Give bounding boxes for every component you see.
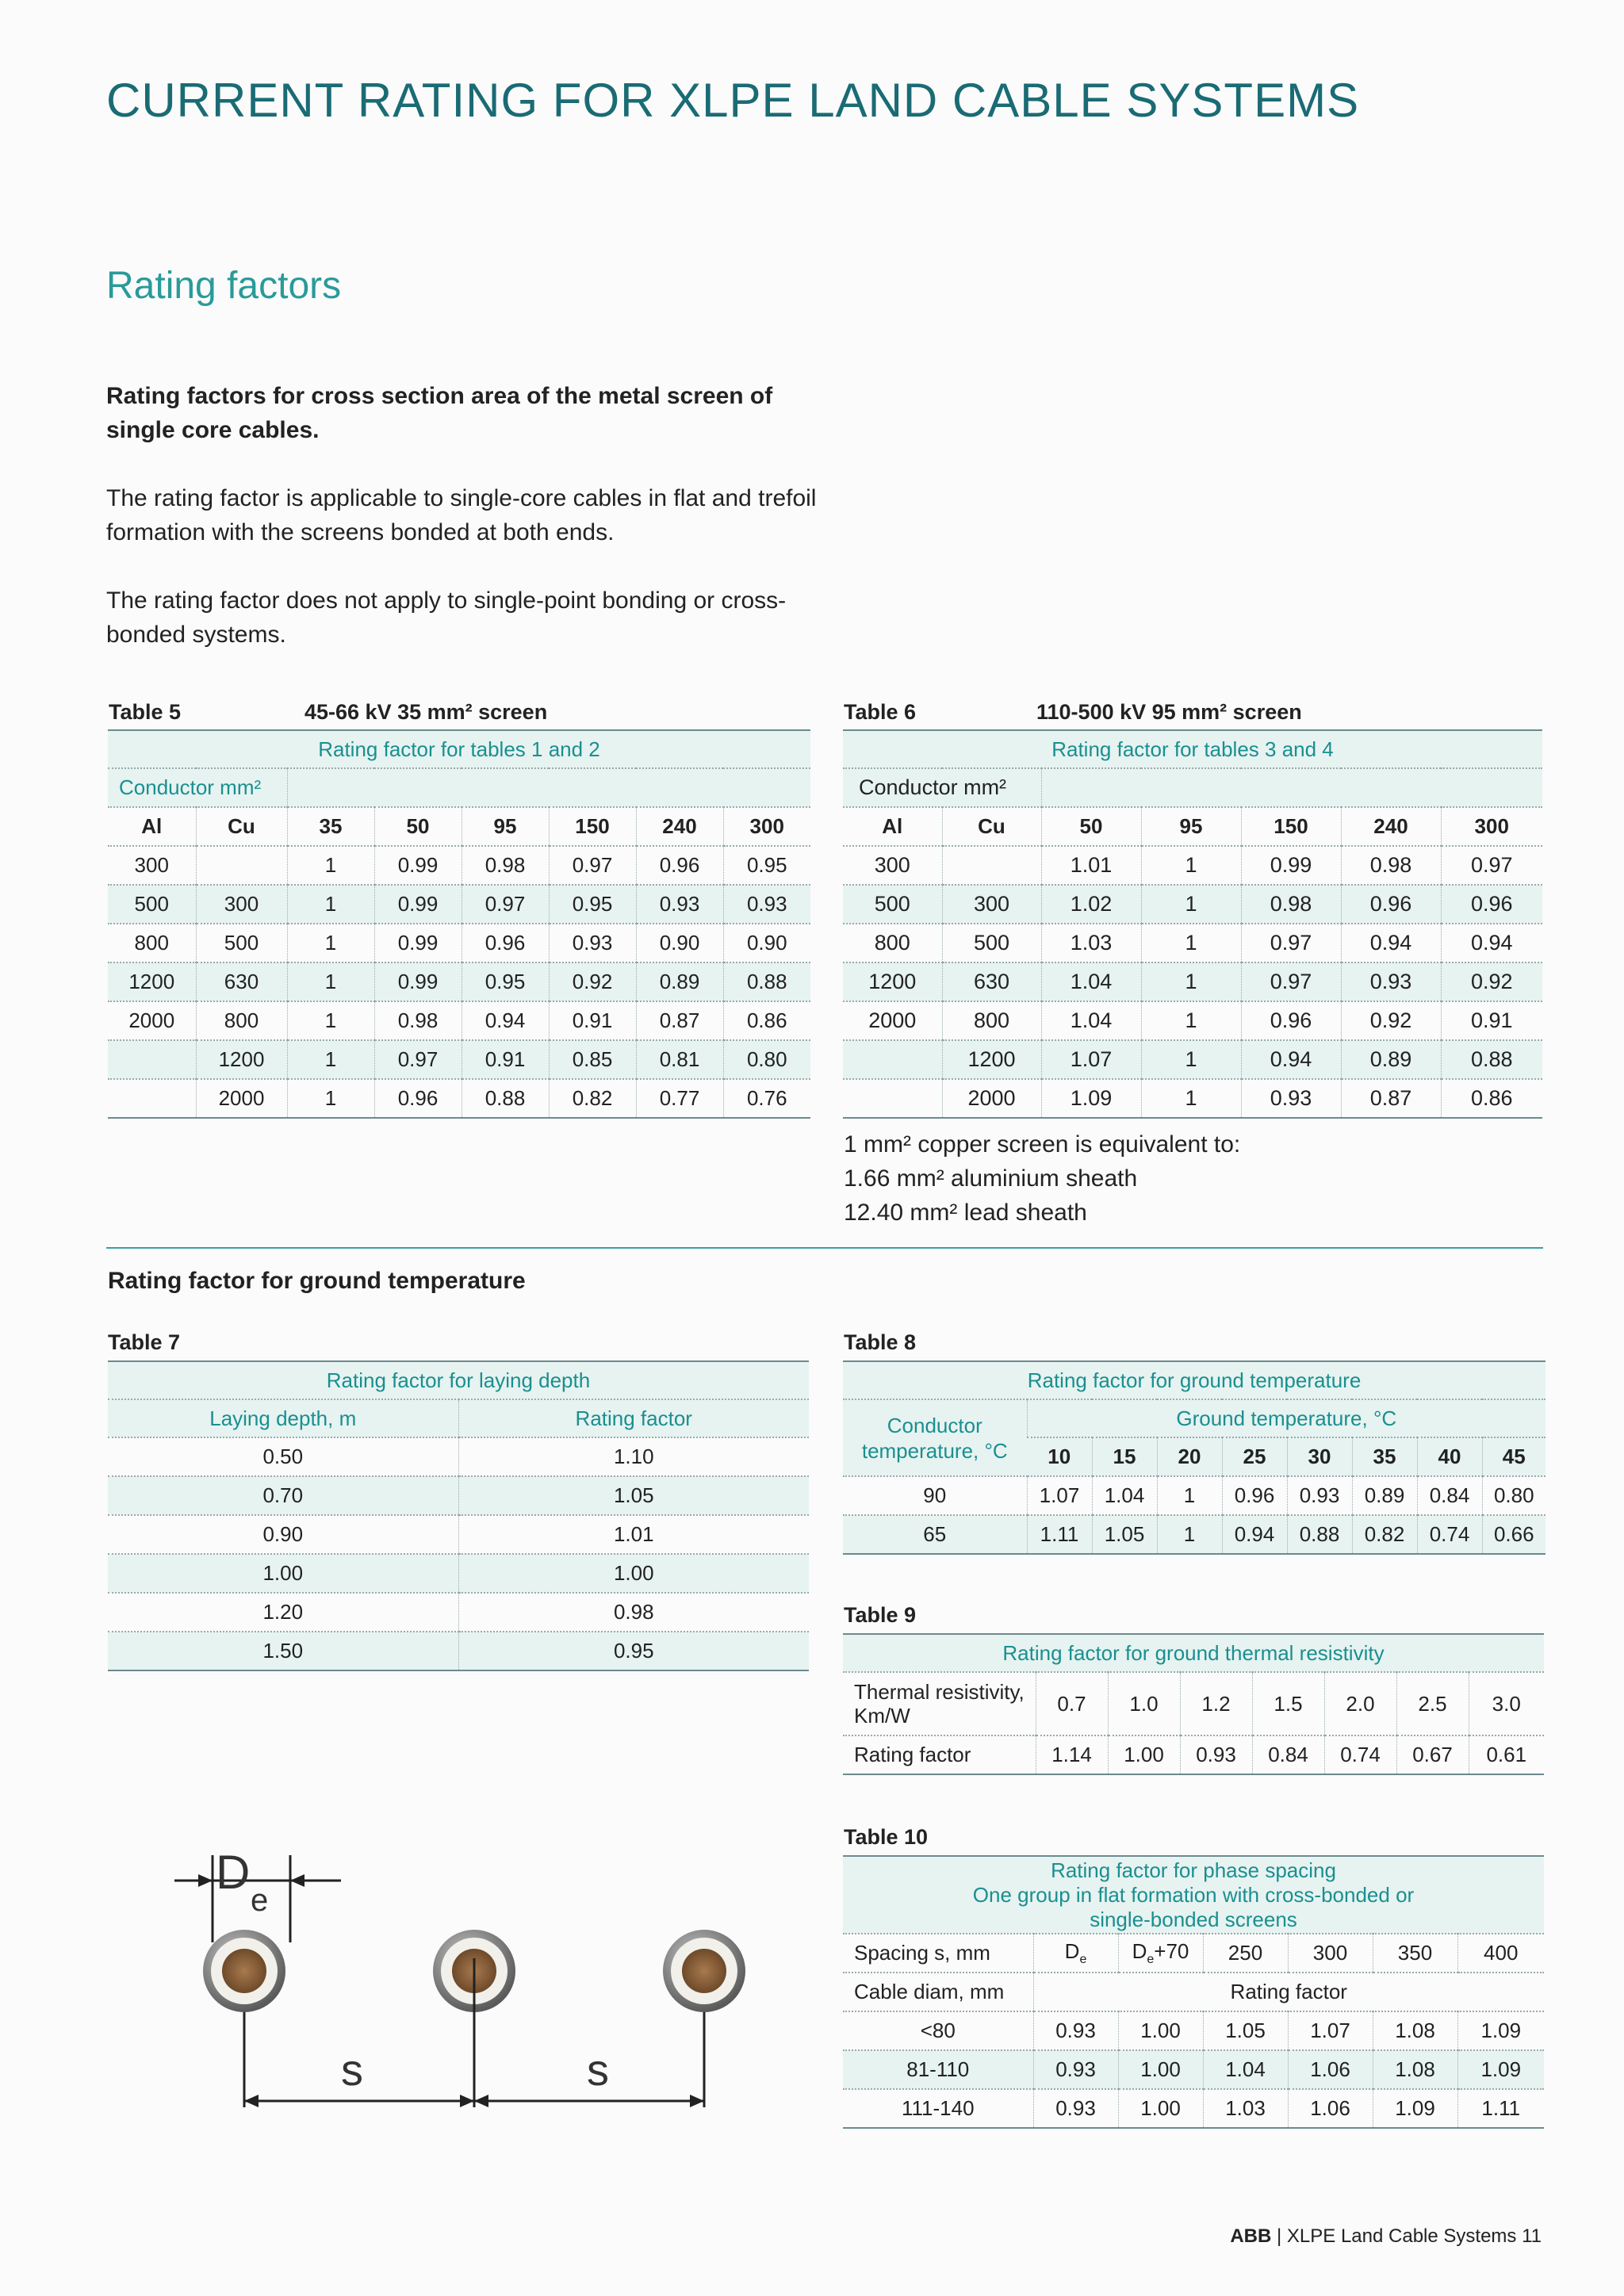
table-row: <80 0.93 1.00 1.05 1.07 1.08 1.09 xyxy=(843,2011,1544,2050)
table8-header: Rating factor for ground temperature xyxy=(843,1361,1545,1399)
table-row: 1.20 0.98 xyxy=(108,1593,809,1632)
table10-header: Rating factor for phase spacing One group in flat formation with cross-bonded or single-bonded screens xyxy=(843,1856,1544,1934)
table9-header: Rating factor for ground thermal resistivity xyxy=(843,1634,1544,1672)
table-row: Rating factor 1.14 1.00 0.93 0.84 0.74 0.67 0.61 xyxy=(843,1735,1544,1774)
de-sub-label: e xyxy=(251,1883,269,1918)
table-row: 1.00 1.00 xyxy=(108,1554,809,1593)
table10 xyxy=(843,1855,1544,2129)
table7-label: Table 7 xyxy=(108,1330,181,1354)
table5-conductor: Conductor mm² xyxy=(108,768,287,807)
table-row: 800 500 1 0.99 0.96 0.93 0.90 0.90 xyxy=(108,924,810,962)
footer-brand: ABB xyxy=(1230,2225,1272,2247)
section-divider xyxy=(106,1247,1543,1249)
table-row: Thermal resistivity, Km/W 0.7 1.0 1.2 1.5 2.0 2.5 3.0 xyxy=(843,1672,1544,1735)
footer-text: XLPE Land Cable Systems 11 xyxy=(1286,2225,1542,2247)
table8 xyxy=(843,1360,1545,1555)
page-title: CURRENT RATING FOR XLPE LAND CABLE SYSTEMS xyxy=(106,74,1360,127)
table-row: 1200 1 0.97 0.91 0.85 0.81 0.80 xyxy=(108,1040,810,1079)
table9 xyxy=(843,1633,1544,1775)
table-row: 81-110 0.93 1.00 1.04 1.06 1.08 1.09 xyxy=(843,2050,1544,2089)
table5 xyxy=(108,729,810,1119)
table-row: 65 1.11 1.05 1 0.94 0.88 0.82 0.74 0.66 xyxy=(843,1515,1545,1554)
table7-header: Rating factor for laying depth xyxy=(108,1361,809,1399)
table-row: 1200 630 1.04 1 0.97 0.93 0.92 xyxy=(843,962,1542,1001)
phase-spacing-diagram xyxy=(151,1839,753,2109)
table8-conductor: Conductor temperature, °C xyxy=(843,1399,1027,1476)
screen-equivalence-note: 1 mm² copper screen is equivalent to: 1.66 mm² aluminium sheath 12.40 mm² lead sheath xyxy=(844,1131,1241,1226)
table-row: Cable diam, mm Rating factor xyxy=(843,1973,1544,2011)
table5-caption: 45-66 kV 35 mm² screen xyxy=(304,700,548,724)
cable-1 xyxy=(203,1930,285,2012)
table7-col-factor: Rating factor xyxy=(458,1399,809,1437)
table-row: 1200 630 1 0.99 0.95 0.92 0.89 0.88 xyxy=(108,962,810,1001)
intro-text xyxy=(106,379,820,686)
cable-3 xyxy=(663,1930,745,2012)
table-row: 2000 800 1 0.98 0.94 0.91 0.87 0.86 xyxy=(108,1001,810,1040)
table8-ground: Ground temperature, °C xyxy=(1027,1399,1545,1437)
table5-label: Table 5 xyxy=(109,700,182,724)
table-row: 2000 1.09 1 0.93 0.87 0.86 xyxy=(843,1079,1542,1118)
table6-label: Table 6 xyxy=(844,700,917,724)
intro-paragraph-2: The rating factor does not apply to single-point bonding or cross-bonded systems. xyxy=(106,587,787,648)
table6-header: Rating factor for tables 3 and 4 xyxy=(843,730,1542,768)
table10-label: Table 10 xyxy=(844,1825,929,1849)
table6-caption: 110-500 kV 95 mm² screen xyxy=(1036,700,1302,724)
spacing-label-2: s xyxy=(587,2045,609,2095)
table9-label: Table 9 xyxy=(844,1603,917,1627)
table-row: 300 1.01 1 0.99 0.98 0.97 xyxy=(843,846,1542,885)
table-row: 90 1.07 1.04 1 0.96 0.93 0.89 0.84 0.80 xyxy=(843,1476,1545,1515)
table5-header: Rating factor for tables 1 and 2 xyxy=(108,730,810,768)
intro-heading: Rating factors for cross section area of the metal screen of single core cables. xyxy=(106,383,773,443)
table-row: 111-140 0.93 1.00 1.03 1.06 1.09 1.11 xyxy=(843,2089,1544,2128)
table-row: 800 500 1.03 1 0.97 0.94 0.94 xyxy=(843,924,1542,962)
table6-col-headers: Al Cu 50 95 150 240 300 xyxy=(843,807,1542,846)
table-row: 1200 1.07 1 0.94 0.89 0.88 xyxy=(843,1040,1542,1079)
table7-col-depth: Laying depth, m xyxy=(108,1399,458,1437)
table-row: 0.90 1.01 xyxy=(108,1515,809,1554)
ground-temp-heading: Rating factor for ground temperature xyxy=(108,1268,526,1294)
footer: ABB | XLPE Land Cable Systems 11 xyxy=(1230,2225,1542,2247)
table-row: 1.50 0.95 xyxy=(108,1632,809,1670)
table8-col-headers: 10 15 20 25 30 35 40 45 xyxy=(843,1437,1545,1476)
spacing-label-1: s xyxy=(341,2045,363,2095)
section-title: Rating factors xyxy=(106,265,342,307)
intro-paragraph-1: The rating factor is applicable to single-core cables in flat and trefoil formation with the screens bonded at both ends. xyxy=(106,485,817,545)
table5-col-headers: Al Cu 35 50 95 150 240 300 xyxy=(108,807,810,846)
table-row: 0.50 1.10 xyxy=(108,1437,809,1476)
table-row: 300 1 0.99 0.98 0.97 0.96 0.95 xyxy=(108,846,810,885)
table-row: 500 300 1 0.99 0.97 0.95 0.93 0.93 xyxy=(108,885,810,924)
de-label: D xyxy=(216,1846,251,1899)
table-row: 2000 800 1.04 1 0.96 0.92 0.91 xyxy=(843,1001,1542,1040)
table7 xyxy=(108,1360,809,1671)
table-row: 2000 1 0.96 0.88 0.82 0.77 0.76 xyxy=(108,1079,810,1118)
table-row: Spacing s, mm $D_e$ $D_e+70$ 250 300 350 400 xyxy=(843,1934,1544,1973)
table8-label: Table 8 xyxy=(844,1330,917,1354)
table-row: 0.70 1.05 xyxy=(108,1476,809,1515)
table6 xyxy=(843,729,1542,1119)
table-row: 500 300 1.02 1 0.98 0.96 0.96 xyxy=(843,885,1542,924)
table6-conductor: Conductor mm² xyxy=(843,768,1041,807)
